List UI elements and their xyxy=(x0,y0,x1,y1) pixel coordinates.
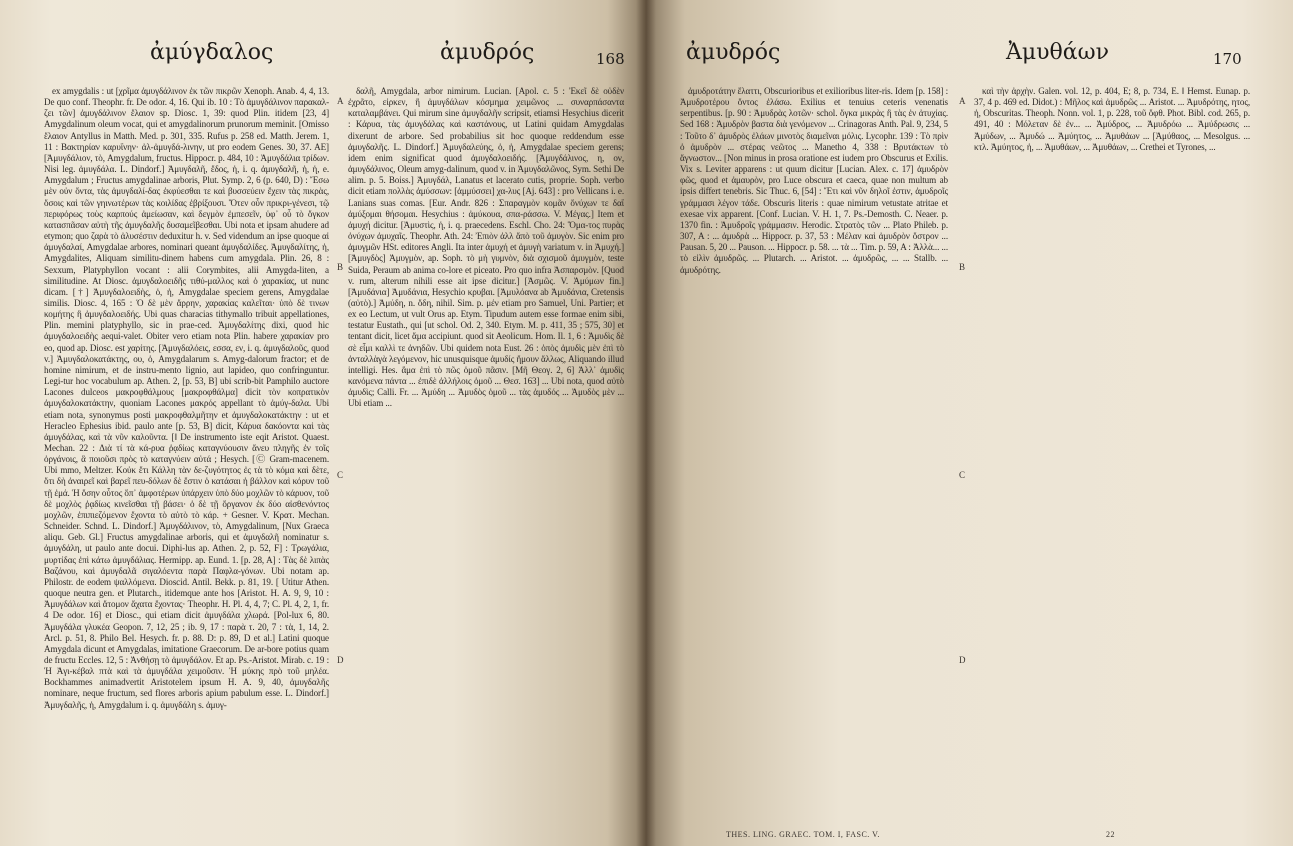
right-page-header-word: Ἀμυθάων xyxy=(1006,40,1109,65)
right-margin-letter-a: A xyxy=(959,96,966,106)
right-page-column-2 xyxy=(974,86,1250,826)
left-column-2-text: δαλῆ, Amygdala, arbor nimirum. Lucian. [Apol. c. 5 : Ἐκεῖ δὲ οὐδὲν ἐχρᾶτο, εἰρκεν, ἢ ἀμυγδάλων κόσμημα χειμῶνος ... συναρπάσαντα καταλαμβάνει. Qui mirum sine ἀμυγδαλῆν scripsit, etiamsi Hesychius dicerit : Κάρυα, τὰς ἀμυγδάλας καὶ καστάνους, ut Latini quidam Amygdalas dixerunt de arbore. Sed probabilius sit hoc quoque reddendum esse ἀμυγδαλῆς. L. Dindorf.] Ἀμυγδαλεύης, ὁ, ἡ, Amygdalae speciem gerens; idem enim significat quod ἀμυγδαλοειδής. [Ἀμυγδάλινος, η, ον, ἀμυγδάλινος, Oleum amyg-dalinum, quod v. in Ἀμυγδαλῶνος, Sym. Sethi De alim. p. 5. Boiss.] Ἀμυγδάλ, Lanatus et lacerato cutis, proprie. Soph. verbo dicit etiam πολλὰς ἀμύσσων: [ἀμμύσσει] χα-λυς [Aj. 643] : pro Vellicans i. e. Lanians suas comas. [Eur. Andr. 826 : Σπαραγμὸν κομᾶν ὄνύχων τε δαΐ ἀμύξομαι θήσομαι. Hesychius : ἀμύκουα, σπα-ράσσω. V. Μέγας.] Item et ἀμυχή dicitur. [Ἀμυστὶς, ἡ, i. q. praecedens. Eschl. Cho. 24: Ὅμα-τος πυρὰς ὀνύχων ἀμυχαῖς. Theophr. Ath. 24: Ἐπιὸν ἀλλ ἄπὸ τοῦ ἀμυγὸν. Sic enim pro ἀμυγμῶν HSt. editores Angli. Ita inter ἀμυχή et ἀμυγὴ variatum v. in Ἀμυχή.] [Ἀμυγδὸς] Ἀμυγμὸν, ap. Soph. τὸ μὴ γυμνὸν, διὰ σχισμοῦ ἀμυγμὸν, teste Suida, Peraum ab anima co-lore et piceato. Pro quo infra Ἀσπαρσμὸν. [Quod v. rum, alterum nihili esse ait ipse dicitur.] [Ἀσμῶς. V. Ἀμύμων fin.] [Ἀμυδάνια] Ἀμυδάνια, Hesychio κρυβαι. [Ἀμυλόανα ab Ἀμυδάνια, Cretensis (αὐτὸ).] Ἀμύδη, n. ὅδη, nihil. Sim. p. μέν etiam pro Samuel, Uni. Partier; et ex eo Lectum, ut vult Orus ap. Etym. Tipudum autem esse formae enim sibi, testatur Eustath., qui [ut schol. Od. 2, 340. Etym. M. p. 411, 35 ; 575, 30] et tentant dicit, licet ἄμα accipiunt. quod sit Aeolicum. Hom. Il. 1, 6 : Ἀμυδὶς δὲ σὲ εἶμι καλλὶ τε ἀνηδῶν. Ubi quidem nota Eust. 26 : ὁπὸς ἀμυδὶς μὲν ἐπὶ τὸ ἀνταλλὰγὰ λεγόμενον, hic unusquisque ἀμυδίς ἤμουν ἄλλως, Aliquando illud intelligi. Hes. ἅμα ἐπὶ τὸ πῶς ὁμοῦ πᾶσιν. [Μῆ Θεογ. 2, 6] Ἀλλ᾽ ἀμυδὶς κανόμενα πάντα ... ἐπιδὲ ἀλλήλοις ὁμοῦ ... Θεσ. 163] ... Ubi nota, quod αὐτὸ ἀμυδὶς; Calli. Fr. ... Ἀμύδη ... Ἀμυδὸς ὁμοῦ ... τὰς ἀμυδός ... Ἀμυδὸς μὲν ... Ubi etiam ... xyxy=(348,86,624,409)
left-page-header-word: ἀμύγδαλος xyxy=(150,40,274,65)
left-page-column-2 xyxy=(348,86,624,826)
right-column-1-text: ἀμυδροτάτην ἔλαττι, Obscurioribus et exilioribus liter-ris. Idem [p. 158] : Ἀμυδροτέρου ὄντος ἐλάσω. Exilius et tenuius ceteris venenatis serpentibus. [p. 90 : Ἀμυδρὰς λοτῶν· schol. ὄγκα μικρὰς ἢ τὰς ἐν ἀτυχίας. Sed 168 : Ἀμυδρὸν βαστα διὰ γενόμενον ... Crinagoras Anth. Pal. 9, 234, 5 : Τοῦτο δ᾽ ἀμυδρὸς ἐλάων μινοτὸς διαμεῖναι μόλις. Lycophr. 139 : Τὸ πρὶν ὁ ἀμυδρὸν ... στέρας νεῶτος ... Manetho 4, 338 : Βρυτάκτων τὸ ἄγνωστον... [Non minus in prosa oratione est iudem pro Obscurus et Exilis. Vix s. Leviter apparens : ut quum dicitur [Lucian. Alex. c. 17] ἀμυδρὸν φῶς, quod et ἀμαυρὸν, pro Luce obscura et caeca, quae non multum ab ipsis differt tenebris. Sic Thuc. 6, [54] : Ἔτι καὶ νῦν δηλοῖ ἐστιν, ἀμυδροῖς γράμμασι λέγον τάδε. Obscuris literis : quae nimirum vetustate atritae et exesae vix apparent. [Conf. Lucian. V. H. 1, 7. Ps.-Demosth. C. Neaer. p. 1370 fin. : Ἀμυδροῖς γράμμασιν. Herodic. Στρατὸς τῶν ... Plato Phileb. p. 307, A : ... ἀμυδρὰ ... Hippocr. p. 37, 53 : Μέλαν καὶ ἀμυδρὸν ὄστρον ... Pausan. 5, 20 ... Pauson. ... Hippocr. p. 58. ... τὰ ... Tim. p. 59, A : Ἀλλὰ... ... τὸ εἰλὶν ἀμυδρῶς. ... Plutarch. ... Aristot. ... ἀμυδρῶς, ... ... Stallb. ... ἀμυδρότης. xyxy=(680,86,948,275)
left-column-1-text: ex amygdalis : ut [χρῖμα ἀμυγδάλινον ἐκ τῶν πικρῶν Xenoph. Anab. 4, 4, 13. De quo conf. Theophr. fr. De odor. 4, 16. Qui ib. 10 : Τὸ ἀμυγδάλινον παρακαλ-ζει τῶν] ἀμυγδάλινον ἔλαιον sp. Diosc. 1, 39: quod Plin. itidem [23, 4] Amygdalinum oleum vocat, qui et amygdalinorum prunorum meminit. [Omisso ἔλαιον Antyllus in Matth. Med. p. 301, 335. Rufus p. 258 ed. Matth. Jerem. 1, 11 : Βακτηρίαν καρυΐνην· ἀλ-ἀμυγδά-λινην, ut pro eodem Genes. 30, 37. AE] [Ἀμυγδάλιον, τὸ, Amygdalum, fructus. Hippocr. p. 484, 10 : Ἀμυγδάλια τρίδων. Nisi leg. ἀμυγδάλα. L. Dindorf.] Ἀμυγδαλῆ, ἔδος, ἡ, i. q. ἀμυγδαλῆ, ἡ, ἡ, e. Amygdalum ; Fructus amygdalinae arboris, Plut. Symp. 2, 6 (p. 640, D) : Ἔσω μὲν οὐν ὄντα, τὰς ἀμυγδαλί-δας ἐκφύεσθαι τε καὶ βυσσεύειν ἔχειν τὰς πικρὰς, ὅσοις καὶ τῶν γηινωτέρων τὰς κοιλίδας ἐβρίξουσι. Ὅτεν οὖν πρικρι-γένεσι, τῷ περιφόρως τοὺς καρπούς ἀμείωσαν, καὶ δεγμὸν ἐμπεσεῖν, ὑφ᾽ οὗ τὸ ὄγκον κατασπᾶσαν αὐτὴ τῆς ἀμυγδαλῆς δυσαμεῖβεσθαι. Ubi nota et ipsam ahudere ad etymon; quo ζαρὰ τὸ ἀλυσέστιν deduxitur h. v. Sed videndum an ipse quoque αἱ ἀμυγδαλαί, Amygdalae arbores, nominari queant ἀμυγδαλίδες. Ἀμυγδαλίτης, ἡ, Amygdalites, Aliquam similitu-dinem habens cum amygdala. Plin. 26, 8 : Sexxum, Platyphyllon vocant : alii Corymbites, alii Amygda-liten, a similitudine. At Diosc. ἀμυγδαλοειδῆς τιθύ-μαλλος καὶ ὁ χαρακίας, ut nunc dicam. [†] Ἀμυγδαλοειδὴς, ὁ, ἡ, Amygdalae speciem gerens, Amygdalae similis. Diosc. 4, 165 : Ὁ δὲ μὲν ἄρρην, χαρακίας καλεῖται· ὑπὸ δὲ τινων κομήτης ἢ ἀμυγδαλοειδής. Ubi quas characias tithymallo tribuit appellationes, Plin. memini platyphyllo, sic in prae-ced. Ἀμυγδαλίτης dixi, quod hic ἀμυγδαλοειδὴς aequi-valet. Obiter vero etiam nota Plin. habere χαρακίαν pro eo, quod ap. Diosc. est χαρίτης. [Ἀμυγδαλόεις, εσσα, εν, i. q. ἀμυγδαλοῦς, quod v.] Ἀμυγδαλοκατάκτης, ου, ὁ, Amygdalarum s. Amyg-dalorum fractor; et de homine nimirum, et de instru-mento lignio, aut lapideo, quo confringuntur. Legi-tur hoc vocabulum ap. Athen. 2, [p. 53, B] ubi scrib-bit Pamphilo auctore Lacones dulceos μακροφθάλμους [μακροφθάλμα] dicit τὸν κοπρατικὸν ἀμυγδαλοκατάκτην, quoniam Lacones μακρός appellant τὸ ἀμύγ-δαλα. Ubi etiam nota, synonymus posti μακροφθαλμῆτην et ἀμυγδαλοκατάκτην : ut et Heracleo Ephesius ibid. paulo ante [p. 53, B] dicit, Κάρυα δακόοντα καὶ τὰς ἀμυγδάλας, καὶ τὰ νῦν καλοῦντα. [‖ De instrumento iste eqit Aristot. Quaest. Mechan. 22 : Διὰ τί τὰ κά-ρυα ῥᾳδίως καταγνύουσιν ἄνευ πληγῆς ἐν τοῖς ὀργάνοις, ἃ ποιοῦσι πρὸς τὸ καταγνύειν αὐτά ; Hesych. [Ⓒ Gram-macenem. Ubi mmo, Meltzer. Κοὐκ ἔτι Κάλλη τὰν δε-ζυγότητος ἐς τὰ τὸ κόμα καὶ δὲτε, ὅτι δὴ ἀναιρεῖ καὶ βαρεῖ πευ-δόλων δὲ ἔστιν ὁ κατάσαι ἡ βάλλον καὶ κόρυν τοῦ τῇ ἐμά. Ἡ ὅσην οὖτος ὅπ᾽ ἀμφοτέρων ὑπάρχειν ὑπὸ δύο μοχλῶν τὸ κάρυον, τοῦ δὲ μοχλὸς ῥᾳδίως κινεῖσθαι τῇ βάσει· ὁ δὲ τῇ ὄργανον ἐκ δύο αἰσθενόντος μοχλῶν, ἐπιπιεζόμενον ἔχοντα τὸ αὐτὸ τὸ κάρ. + Gesner. V. Κρατ. Mechan. Schneider. Schnd. L. Dindorf.] Ἀμυγδάλινον, τὸ, Amygdalinum, [Nux Graeca aliqu. Geb. Gl.] Fructus amygdalinae arboris, qui et ἀμυγδαλῆ nominatur s. ἀμυγδάλη, ut paulo ante docui. Diphi-lus ap. Athen. 2, p. 52, F] : Τρωγάλια, μυρτίδας ἐπὶ κάτω ἀμυγδάλιας. Hermipp. ap. Eund. 1. [p. 28, A] : Τὰς δὲ λιπὰς Βαζάνου, καὶ ἀμυγδαλᾶ σιγαλόεντα παρὰ Παφλα-γόνων. Ubi notam ap. Philostr. de eodem ψαλλόμενα. Dioscid. Antil. Bekk. p. 81, 19. [ Utitur Athen. quoque neutra gen. et Plutarch., itidemque ante hos [Aristot. H. A. 9, 9, 10 : Ἀμυγδάλων καὶ ἄτομον ἄχατα ἔχοντας· Theophr. H. Pl. 4, 4, 7; C. Pl. 4, 2, 1, fr. 4 De odor. 16] et Diosc., qui etiam dicit ἀμυγδάλα χλωρά. [Pol-lux 6, 80. Ἀμυγδάλα γλυκέα Geopon. 7, 12, 25 ; ib. 9, 17 : παρὰ τ. 20, 7 : τὰ, 1, 14, 2. Arcl. p. 51, 8. Philo Bel. Hesych. fr. p. 88. D: p. 89, D et al.] Latini quoque Amygdala dicunt et Amygdalas, imitatione Graecorum. De ar-bore potius quam de fructu Eccles. 12, 5 : Ἀνθήσῃ τὸ ἀμυγδάλον. Et ap. Ps.-Aristot. Mirab. c. 19 : Ἡ Ἀγι-κέβαλ πτὰ καὶ τὰ ἀμυγδάλα χειμοῦσιν. Ἡ μύκης πρὸ τοῦ μηλέα. Bockhammes animadvertit Aristotelem ipsum H. A. 9, 40, ἀμυγδαλῆς nominare, neque fructum, sed flores arboris apium pabulum esse. L. Dindorf.] Ἀμυγδαλῆς, ἡ, Amygdalum i. q. ἀμυγδάλη s. ἀμυγ- xyxy=(44,86,329,710)
footer-signature: THES. LING. GRAEC. TOM. I, FASC. V. xyxy=(726,830,880,839)
left-page xyxy=(0,0,646,846)
right-page-column-1 xyxy=(680,86,948,826)
book-gutter xyxy=(636,0,656,846)
left-margin-letter-b: B xyxy=(337,262,344,272)
right-column-2-text: καὶ τὴν ἀρχὴν. Galen. vol. 12, p. 404, E; 8, p. 734, E. ‖ Hemst. Eunap. p. 37, 4 p. 469 ed. Didot.) : Μῆλος καὶ ἀμυδρῶς ... Aristot. ... Ἀμυδρότης, ητος, ἡ, Obscuritas. Theoph. Nonn. vol. 1, p. 228, τοῦ ὄφθ. Phot. Bibl. cod. 265, p. 491, 40 : Μόλεταν δὲ ἐν... ... Ἀμύδρος, ... Ἀμυδρόω ... Ἀμύδρωσις ... Ἀμύδων, ... Ἀμυδώ ... Ἀμύητος, ... Ἀμυθάων ... [Ἀμύθαος, ... Mesolgus. ... κτλ. Ἀμύητος, ἡ, ... Ἀμυθάων, ... Ἀμυθάων, ... Crethei et Tyrones, ... xyxy=(974,86,1250,152)
right-margin-letter-b: B xyxy=(959,262,966,272)
left-page-number: 168 xyxy=(596,50,625,68)
left-margin-letter-a: A xyxy=(337,96,344,106)
left-page-header-word-right: ἀμυδρός xyxy=(440,40,535,65)
footer-number: 22 xyxy=(1106,830,1115,839)
right-page-number: 170 xyxy=(1213,50,1242,68)
right-margin-letter-d: D xyxy=(959,655,966,665)
right-margin-letter-c: C xyxy=(959,470,966,480)
right-page-header-word-left: ἀμυδρός xyxy=(686,40,781,65)
left-margin-letter-d: D xyxy=(337,655,344,665)
left-margin-letter-c: C xyxy=(337,470,344,480)
right-page xyxy=(646,0,1293,846)
left-page-column-1 xyxy=(44,86,329,826)
